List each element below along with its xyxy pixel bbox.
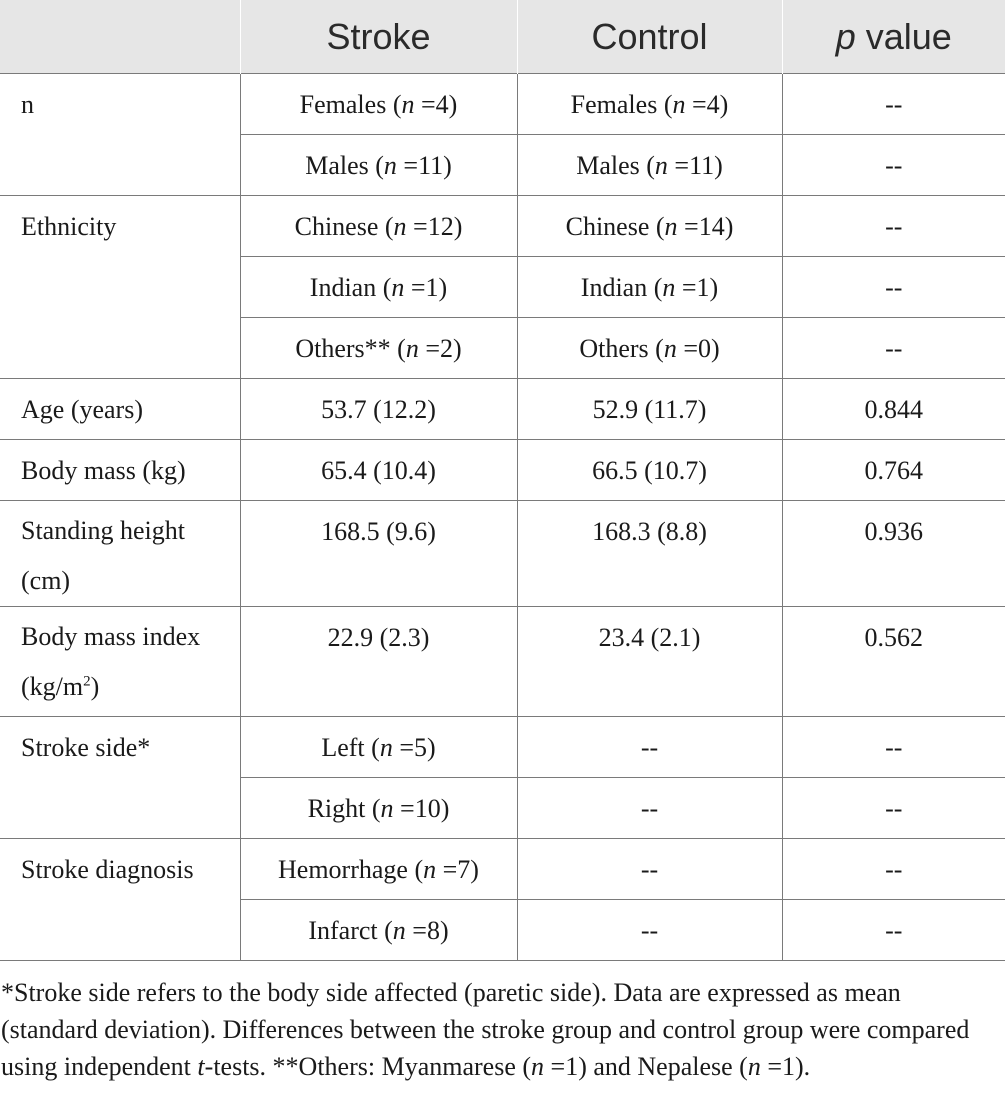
p-value-cell: -- [782, 318, 1005, 379]
control-cell: -- [517, 900, 782, 961]
stroke-cell: 168.5 (9.6) [240, 501, 517, 607]
header-row [0, 0, 1005, 74]
row-label: Stroke diagnosis [0, 839, 240, 961]
p-value-cell: 0.562 [782, 607, 1005, 717]
header-control: Control [517, 0, 782, 74]
stroke-cell: Left (n =5) [240, 717, 517, 778]
control-cell: Chinese (n =14) [517, 196, 782, 257]
control-cell: 168.3 (8.8) [517, 501, 782, 607]
row-label: n [0, 74, 240, 196]
control-cell: Males (n =11) [517, 135, 782, 196]
header-stroke: Stroke [240, 0, 517, 74]
control-cell: 23.4 (2.1) [517, 607, 782, 717]
table-row [0, 74, 1005, 135]
control-cell: -- [517, 839, 782, 900]
table-row [0, 717, 1005, 778]
table-row [0, 379, 1005, 440]
row-label: Body mass (kg) [0, 440, 240, 501]
row-label: Stroke side* [0, 717, 240, 839]
stroke-cell: Hemorrhage (n =7) [240, 839, 517, 900]
p-value-cell: -- [782, 74, 1005, 135]
stroke-cell: Infarct (n =8) [240, 900, 517, 961]
header-blank [0, 0, 240, 74]
p-value-cell: 0.764 [782, 440, 1005, 501]
control-cell: Females (n =4) [517, 74, 782, 135]
p-value-cell: -- [782, 778, 1005, 839]
row-label: Ethnicity [0, 196, 240, 379]
table-row [0, 839, 1005, 900]
table-row [0, 501, 1005, 607]
table-row [0, 607, 1005, 717]
stroke-cell: Females (n =4) [240, 74, 517, 135]
row-label: Standing height (cm) [0, 501, 240, 607]
control-cell: Indian (n =1) [517, 257, 782, 318]
table-footnote: *Stroke side refers to the body side affected (paretic side). Data are expressed as mean (standard deviation). Differences between the stroke group and control group were compared using independent t-tests. **Others: Myanmarese (n =1) and Nepalese (n =1). [1, 978, 976, 1081]
control-cell: Others (n =0) [517, 318, 782, 379]
stroke-cell: Males (n =11) [240, 135, 517, 196]
p-value-cell: -- [782, 839, 1005, 900]
row-label: Age (years) [0, 379, 240, 440]
table-row [0, 196, 1005, 257]
stroke-cell: 65.4 (10.4) [240, 440, 517, 501]
p-value-cell: -- [782, 717, 1005, 778]
p-value-cell: -- [782, 900, 1005, 961]
p-value-cell: -- [782, 135, 1005, 196]
p-value-cell: -- [782, 257, 1005, 318]
control-cell: -- [517, 717, 782, 778]
control-cell: 66.5 (10.7) [517, 440, 782, 501]
header-p-value: p value [782, 0, 1005, 74]
control-cell: 52.9 (11.7) [517, 379, 782, 440]
table-row [0, 440, 1005, 501]
p-value-cell: 0.936 [782, 501, 1005, 607]
stroke-cell: Chinese (n =12) [240, 196, 517, 257]
stroke-cell: 22.9 (2.3) [240, 607, 517, 717]
p-value-cell: 0.844 [782, 379, 1005, 440]
stroke-cell: Right (n =10) [240, 778, 517, 839]
p-value-cell: -- [782, 196, 1005, 257]
row-label: Body mass index $(kg/m^2)$ [0, 607, 240, 717]
stroke-cell: Indian (n =1) [240, 257, 517, 318]
stroke-cell: Others** (n =2) [240, 318, 517, 379]
stroke-cell: 53.7 (12.2) [240, 379, 517, 440]
control-cell: -- [517, 778, 782, 839]
